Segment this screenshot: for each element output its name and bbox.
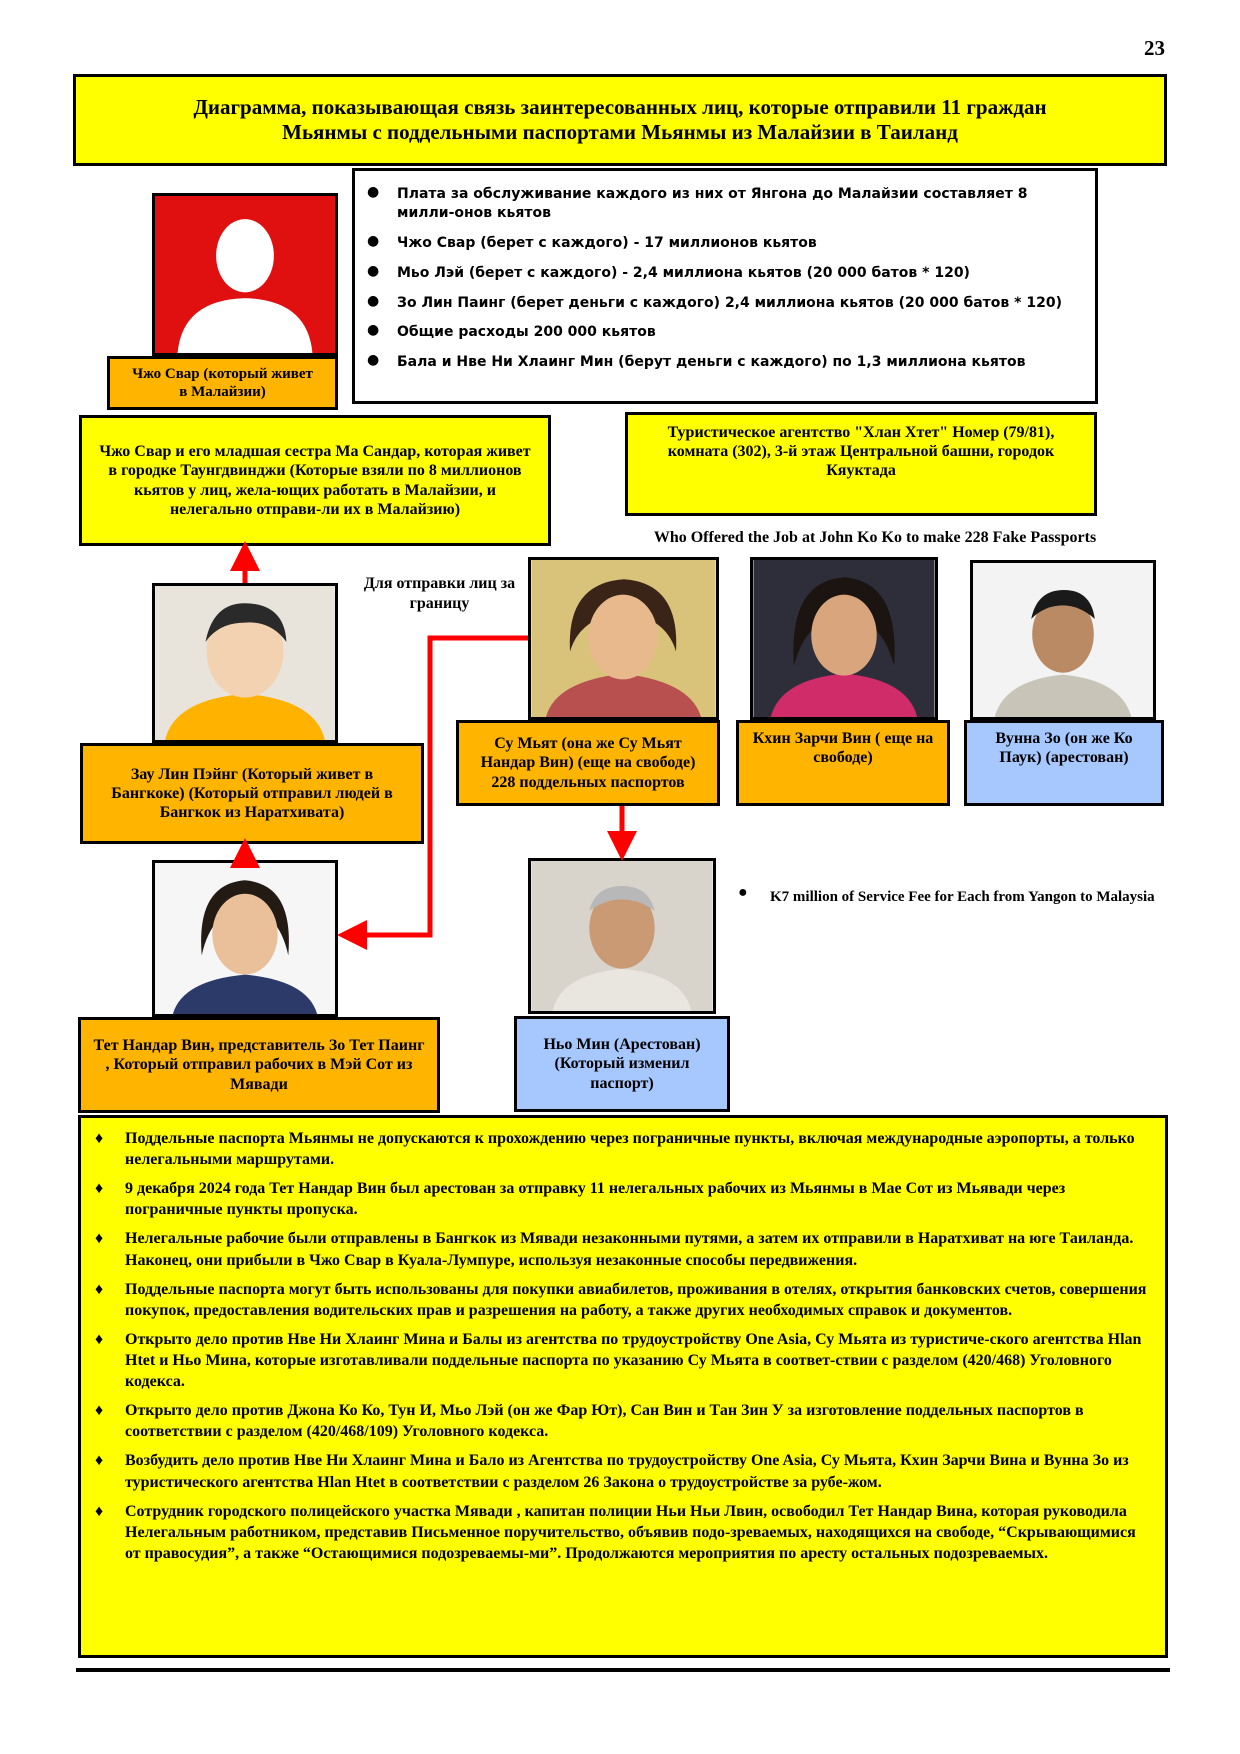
case-note-item: ♦ Возбудить дело против Нве Ни Хлаинг Мина и Бало из Агентства по трудоустройству One Asia, Су Мьята, Кхин Зарчи Вина и Вунна Зо из туристического агентства Hlan Htet в соответствии с разделом 26 Закона о трудоустройстве за рубе-жом. (125, 1450, 1147, 1492)
person-photo-icon (753, 560, 935, 717)
kyaw-swar-label: Чжо Свар (который живет в Малайзии) (107, 356, 338, 410)
case-note-item: ♦ Открыто дело против Джона Ко Ко, Тун И, Мьо Лэй (он же Фар Ют), Сан Вин и Тан Зин У за изготовление поддельных паспортов в соответствии с разделом (420/468/109) Уголовного кодекса. (125, 1400, 1147, 1442)
nyo-min-photo (528, 858, 716, 1014)
fee-item: ● Зо Лин Паинг (берет деньги с каждого) 2,4 миллиона кьятов (20 000 батов * 120) (397, 294, 1079, 313)
case-note-item: ♦ Нелегальные рабочие были отправлены в Бангкок из Мявади незаконными путями, а затем их отправили в Наратхиват на юге Таиланда. Наконец, они прибыли в Чжо Свар в Куала-Лумпуре, используя незаконные способы передвижения. (125, 1228, 1147, 1270)
su-myat-photo (528, 557, 719, 720)
wunna-zaw-label: Вунна Зо (он же Ко Паук) (арестован) (964, 720, 1164, 806)
person-photo-icon (973, 563, 1153, 717)
zaw-lin-paing-label: Зау Лин Пэйнг (Который живет в Бангкоке) (Который отправил людей в Бангкок из Наратхивата) (80, 743, 424, 844)
page-number: 23 (1144, 36, 1165, 60)
case-note-item: ♦ Сотрудник городского полицейского участка Мявади , капитан полиции Ньи Ньи Лвин, освободил Тет Нандар Вина, которая руководила Нелегальным работником, представив Письменное поручительство, объявив подо-зреваемых, находящихся на свободе, “Скрывающимися от правосудия”, а также “Остающимися подозреваемы-ми”. Продолжаются мероприятия по аресту остальных подозреваемых. (125, 1501, 1147, 1564)
service-fee-note: K7 million of Service Fee for Each from Yangon to Malaysia (770, 889, 1155, 905)
kyaw-swar-sister-box: Чжо Свар и его младшая сестра Ма Сандар, которая живет в городке Таунгдвинджи (Которые взяли по 8 миллионов кьятов у лиц, жела-ющих работать в Малайзии, и нелегально отправи-ли их в Малайзию) (79, 415, 551, 546)
kyaw-swar-silhouette-image (152, 193, 338, 356)
bottom-divider (76, 1668, 1170, 1672)
fee-list (352, 168, 1098, 404)
case-note-item: ♦ Поддельные паспорта могут быть использованы для покупки авиабилетов, проживания в отелях, открытия банковских счетов, совершения покупок, предоставления водительских прав и разрешения на работу, а также других необходимых справок и документов. (125, 1279, 1147, 1321)
thet-nandar-label: Тет Нандар Вин, представитель Зо Тет Паинг , Который отправил рабочих в Мэй Сот из Мявади (78, 1017, 440, 1113)
send-abroad-caption: Для отправки лиц за границу (363, 575, 516, 612)
case-note-item: ♦ 9 декабря 2024 года Тет Нандар Вин был арестован за отправку 11 нелегальных рабочих из Мьянмы в Мае Сот из Мьявади через пограничные пункты пропуска. (125, 1178, 1147, 1220)
diagram-title (73, 74, 1167, 166)
title-line-2: Мьянмы с поддельными паспортами Мьянмы из Малайзии в Таиланд (282, 120, 958, 144)
title-line-1: Диаграмма, показывающая связь заинтересованных лиц, которые отправили 11 граждан (193, 94, 1047, 119)
who-offered-caption: Who Offered the Job at John Ko Ko to make 228 Fake Passports (653, 529, 1097, 546)
person-photo-icon (155, 863, 335, 1014)
fee-item: ● Бала и Нве Ни Хлаинг Мин (берут деньги с каждого) по 1,3 миллиона кьятов (397, 353, 1079, 372)
wunna-zaw-photo (970, 560, 1156, 720)
case-note-item: ♦ Открыто дело против Нве Ни Хлаинг Мина и Балы из агентства по трудоустройству One Asia, Су Мьята из туристиче-ского агентства Hlan Htet и Ньо Мина, которые изготавливали поддельные паспорта по указанию Су Мьята в соответ-ствии с разделом (420/468) Уголовного кодекса. (125, 1329, 1147, 1392)
person-photo-icon (531, 861, 713, 1011)
person-silhouette-icon (155, 196, 335, 353)
khin-zarchi-photo (750, 557, 938, 720)
khin-zarchi-label: Кхин Зарчи Вин ( еще на свободе) (736, 720, 950, 806)
fee-item: ● Общие расходы 200 000 кьятов (397, 323, 1079, 342)
fee-item: ● Мьо Лэй (берет с каждого) - 2,4 миллиона кьятов (20 000 батов * 120) (397, 264, 1079, 283)
person-photo-icon (531, 560, 716, 717)
case-notes-list (78, 1115, 1168, 1658)
nyo-min-label: Ньо Мин (Арестован) (Который изменил паспорт) (514, 1016, 730, 1112)
travel-agency-box: Туристическое агентство "Хлан Хтет" Номер (79/81), комната (302), 3-й этаж Центральной башни, городок Кяуктада (625, 412, 1097, 516)
fee-item: ● Чжо Свар (берет с каждого) - 17 миллионов кьятов (397, 234, 1079, 253)
zaw-lin-paing-photo (152, 583, 338, 743)
thet-nandar-photo (152, 860, 338, 1017)
side-note-bullet-icon: ● (738, 884, 748, 901)
su-myat-label: Су Мьят (она же Су Мьят Нандар Вин) (еще на свободе) 228 поддельных паспортов (456, 720, 720, 806)
person-photo-icon (155, 586, 335, 740)
fee-item: ● Плата за обслуживание каждого из них от Янгона до Малайзии составляет 8 милли-онов кьятов (397, 185, 1079, 223)
case-note-item: ♦ Поддельные паспорта Мьянмы не допускаются к прохождению через пограничные пункты, включая международные аэропорты, а только нелегальными маршрутами. (125, 1128, 1147, 1170)
